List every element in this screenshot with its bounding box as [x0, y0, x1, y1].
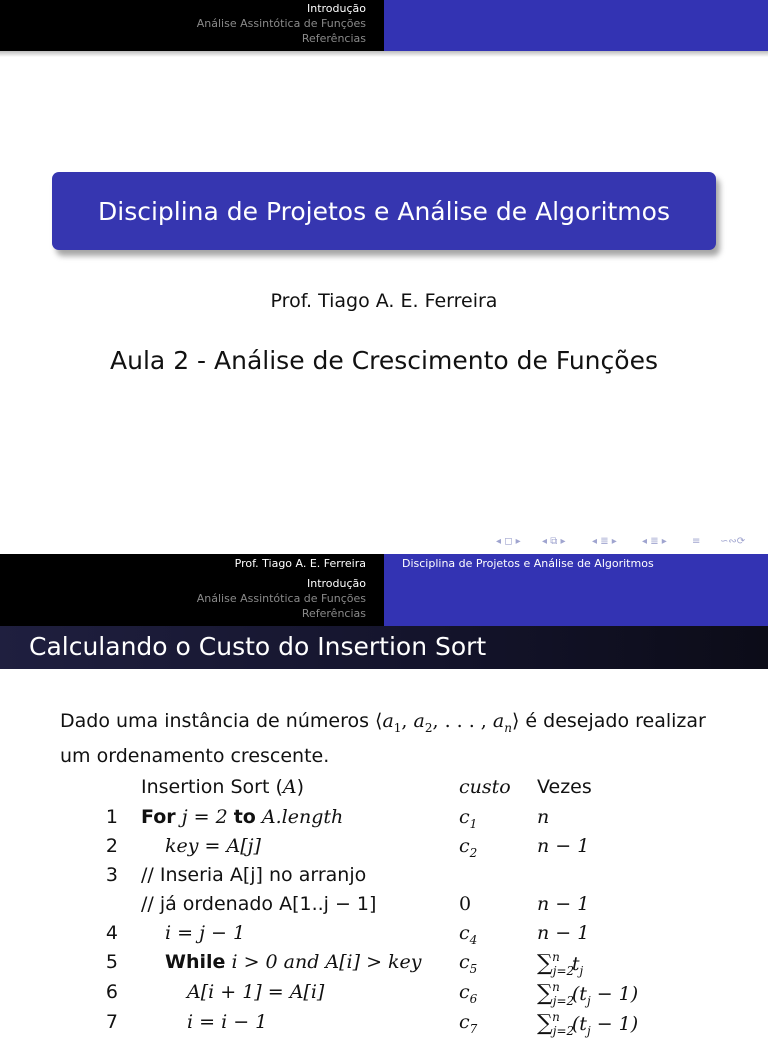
header-shadow	[0, 51, 768, 57]
header-left-panel	[0, 0, 384, 51]
nav-section-referencias[interactable]: Referências	[301, 32, 366, 45]
frame-title: Calculando o Custo do Insertion Sort	[29, 632, 487, 661]
table-header-row	[0, 776, 768, 805]
author-name: Prof. Tiago A. E. Ferreira	[270, 290, 498, 312]
nav-align-icon[interactable]: ≡	[692, 536, 701, 547]
header-right-panel	[384, 0, 768, 51]
nav-section-referencias[interactable]: Referências	[301, 607, 366, 620]
beamer-navigation-controls	[496, 536, 766, 550]
table-row: 2 key = A[j] $c_2$ n − 1	[105, 835, 590, 860]
nav-section-introducao[interactable]: Introdução	[306, 2, 366, 15]
header-right-panel	[384, 554, 768, 626]
nav-section-introducao[interactable]: Introdução	[306, 577, 366, 590]
slide-title-box	[52, 172, 716, 250]
nav-section-analise[interactable]: Análise Assintótica de Funções	[196, 17, 366, 30]
nav-section-back-icon[interactable]: ◂ ≣ ▸	[592, 536, 617, 547]
table-row: 5 While i > 0 and A[i] > key $c_5$ $\sum_{j=2}^n$ $t_j$	[105, 949, 584, 978]
table-row: // já ordenado A[1..j − 1] 0 n − 1	[141, 893, 590, 915]
slide-title: Disciplina de Projetos e Análise de Algoritmos	[98, 196, 670, 226]
nav-frame-back-icon[interactable]: ◂ ◻ ▸	[496, 536, 521, 547]
times-header: Vezes	[537, 776, 592, 798]
slide1-header	[0, 0, 768, 51]
table-row: 3 // Inseria A[j] no arranjo	[105, 864, 367, 886]
sequence-math: $⟨a_1$, $a_2$, . . . , $a_n⟩$	[375, 710, 520, 735]
table-row: 4 i = j − 1 $c_4$ n − 1	[105, 922, 590, 947]
header-course: Disciplina de Projetos e Análise de Algoritmos	[402, 557, 654, 570]
table-row: 1 For j = 2 to A.length $c_1$ n	[105, 806, 550, 831]
nav-search-icon[interactable]: ∽∾⟳	[720, 536, 746, 547]
lecture-title: Aula 2 - Análise de Crescimento de Funções	[110, 346, 658, 375]
frame-title-bar	[0, 626, 768, 669]
cost-header: custo	[459, 776, 511, 798]
code-header: Insertion Sort (A)	[141, 776, 305, 798]
nav-subsection-icon[interactable]: ◂ ⧉ ▸	[542, 536, 566, 547]
header-left-panel	[0, 554, 384, 626]
slide2-header	[0, 554, 768, 626]
intro-paragraph: Dado uma instância de números $⟨a_1$, $a_2$, . . . , $a_n⟩$ é desejado realizar um ordenamento crescente.	[60, 710, 706, 767]
header-author: Prof. Tiago A. E. Ferreira	[234, 557, 366, 570]
nav-section-fwd-icon[interactable]: ◂ ≣ ▸	[642, 536, 667, 547]
table-row: 6 A[i + 1] = A[i] $c_6$ $\sum_{j=2}^n$ $(t_j - 1)$	[105, 979, 639, 1008]
table-row: 7 i = i − 1 $c_7$ $\sum_{j=2}^n$ $(t_j - 1)$	[105, 1009, 639, 1038]
nav-section-analise[interactable]: Análise Assintótica de Funções	[196, 592, 366, 605]
